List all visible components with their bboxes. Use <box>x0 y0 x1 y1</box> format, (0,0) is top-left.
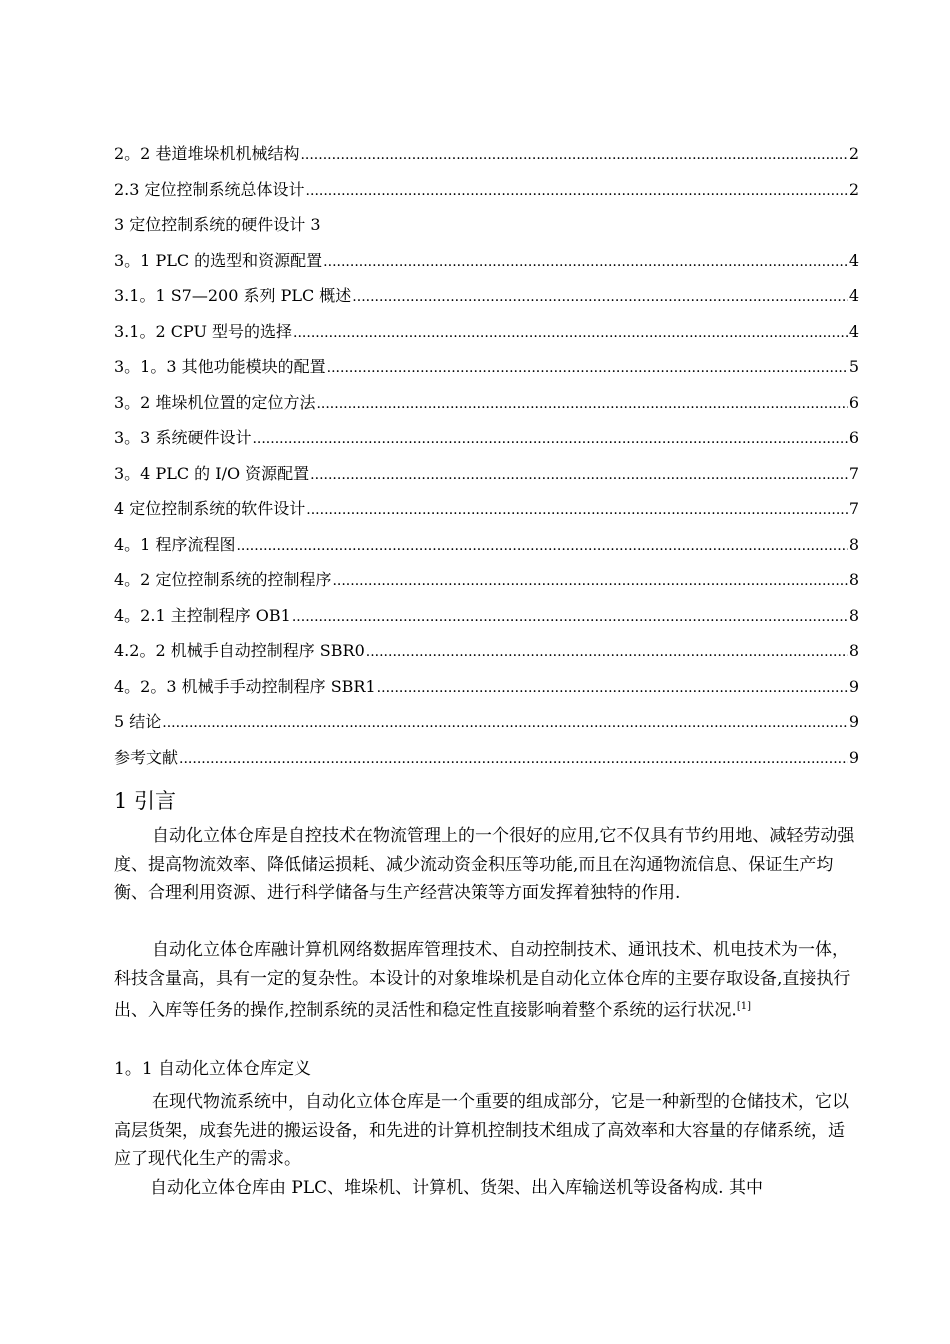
toc-entry-title: 参考文献 <box>114 747 179 767</box>
intro-paragraph-2 <box>114 936 860 1025</box>
toc-leader-dots <box>316 385 847 421</box>
toc-entry-title: 3。1。3 其他功能模块的配置 <box>114 357 326 376</box>
toc-entry[interactable] <box>114 598 859 634</box>
toc-entry-page-number: 4 <box>848 286 859 305</box>
toc-leader-dots <box>323 243 848 279</box>
toc-entry-title: 5 结论 <box>114 712 162 731</box>
toc-entry[interactable] <box>114 314 859 350</box>
toc-entry-title: 3。3 系统硬件设计 <box>114 428 252 447</box>
toc-entry-title: 4.2。2 机械手自动控制程序 SBR0 <box>114 641 365 660</box>
toc-leader-dots <box>352 278 848 314</box>
toc-entry[interactable] <box>114 527 859 563</box>
toc-entry[interactable] <box>114 349 859 385</box>
toc-entry-page-number: 8 <box>848 570 859 589</box>
toc-entry-title: 3。1 PLC 的选型和资源配置 <box>114 250 323 270</box>
toc-entry-page-number: 8 <box>848 605 859 625</box>
toc-entry[interactable] <box>114 740 859 776</box>
toc-entry-page-number: 9 <box>848 676 859 696</box>
toc-entry-title: 4。2.1 主控制程序 OB1 <box>114 605 291 625</box>
toc-entry-title: 2。2 巷道堆垛机机械结构 <box>114 144 300 163</box>
toc-entry[interactable] <box>114 633 859 669</box>
toc-leader-dots <box>300 136 847 172</box>
toc-leader-dots <box>162 704 848 740</box>
toc-entry[interactable] <box>114 420 859 456</box>
toc-entry-page-number: 7 <box>848 463 859 483</box>
section-heading-introduction: 1 引言 <box>114 789 177 813</box>
toc-leader-dots <box>366 633 848 669</box>
toc-entry[interactable] <box>114 491 859 527</box>
toc-entry-title: 4。1 程序流程图 <box>114 534 236 554</box>
toc-leader-dots <box>327 349 848 385</box>
definition-paragraph-1: 在现代物流系统中，自动化立体仓库是一个重要的组成部分，它是一种新型的仓储技术，它以高层货架，成套先进的搬运设备，和先进的计算机控制技术组成了高效率和大容量的存储系统，适应了现代化生产的需求。 <box>114 1092 849 1170</box>
toc-entry[interactable] <box>114 669 859 705</box>
toc-entry-title: 3.1。1 S7—200 系列 PLC 概述 <box>114 286 352 305</box>
toc-leader-dots <box>377 669 848 705</box>
toc-entry[interactable] <box>114 562 859 598</box>
toc-entry-page-number: 9 <box>848 712 859 731</box>
toc-entry-page-number: 2 <box>848 144 859 163</box>
toc-entry[interactable] <box>114 243 859 279</box>
toc-entry-title: 2.3 定位控制系统总体设计 <box>114 179 305 199</box>
toc-entry-title: 3 定位控制系统的硬件设计 3 <box>114 215 321 234</box>
citation-marker: [1] <box>736 1001 751 1013</box>
toc-entry-page-number: 2 <box>848 179 859 199</box>
toc-leader-dots <box>252 420 847 456</box>
toc-leader-dots <box>236 527 847 563</box>
toc-entry[interactable] <box>114 207 859 243</box>
toc-entry-title: 3。4 PLC 的 I/O 资源配置 <box>114 463 310 483</box>
toc-leader-dots <box>310 456 848 492</box>
toc-entry[interactable] <box>114 456 859 492</box>
toc-entry-page-number: 9 <box>848 747 859 767</box>
toc-leader-dots <box>306 172 848 208</box>
table-of-contents <box>114 136 859 775</box>
toc-entry-title: 4。2。3 机械手手动控制程序 SBR1 <box>114 676 376 696</box>
toc-entry[interactable] <box>114 278 859 314</box>
toc-entry-page-number: 8 <box>848 534 859 554</box>
intro-paragraph-2-text: 自动化立体仓库融计算机网络数据库管理技术、自动控制技术、通讯技术、机电技术为一体，科技含量高，具有一定的复杂性。本设计的对象堆垛机是自动化立体仓库的主要存取设备,直接执行出、入库等任务的操作,控制系统的灵活性和稳定性直接影响着整个系统的运行状况. <box>114 940 851 1021</box>
toc-entry-page-number: 4 <box>848 321 859 341</box>
toc-leader-dots <box>179 740 848 776</box>
toc-leader-dots <box>332 562 847 598</box>
toc-leader-dots <box>292 598 848 634</box>
toc-entry-page-number: 6 <box>848 392 859 412</box>
toc-entry-title: 3。2 堆垛机位置的定位方法 <box>114 392 316 412</box>
subsection-heading-definition: 1。1 自动化立体仓库定义 <box>114 1059 312 1079</box>
toc-entry-title: 3.1。2 CPU 型号的选择 <box>114 321 293 341</box>
toc-entry[interactable] <box>114 704 859 740</box>
toc-entry[interactable] <box>114 385 859 421</box>
toc-entry-page-number: 4 <box>848 250 859 270</box>
toc-entry-title: 4。2 定位控制系统的控制程序 <box>114 570 332 589</box>
toc-entry-title: 4 定位控制系统的软件设计 <box>114 499 306 518</box>
toc-entry-page-number: 5 <box>848 357 859 376</box>
toc-entry[interactable] <box>114 172 859 208</box>
intro-paragraph-1: 自动化立体仓库是自控技术在物流管理上的一个很好的应用,它不仅具有节约用地、减轻劳动强度、提高物流效率、降低储运损耗、减少流动资金积压等功能,而且在沟通物流信息、保证生产均衡、合理利用资源、进行科学储备与生产经营决策等方面发挥着独特的作用. <box>114 826 855 904</box>
definition-paragraph-2: 自动化立体仓库由 PLC、堆垛机、计算机、货架、出入库输送机等设备构成. 其中 <box>150 1178 763 1198</box>
toc-entry[interactable] <box>114 136 859 172</box>
toc-entry-page-number: 8 <box>848 641 859 660</box>
toc-leader-dots <box>306 491 848 527</box>
toc-entry-page-number: 7 <box>848 499 859 518</box>
toc-leader-dots <box>293 314 848 350</box>
toc-entry-page-number: 6 <box>848 428 859 447</box>
